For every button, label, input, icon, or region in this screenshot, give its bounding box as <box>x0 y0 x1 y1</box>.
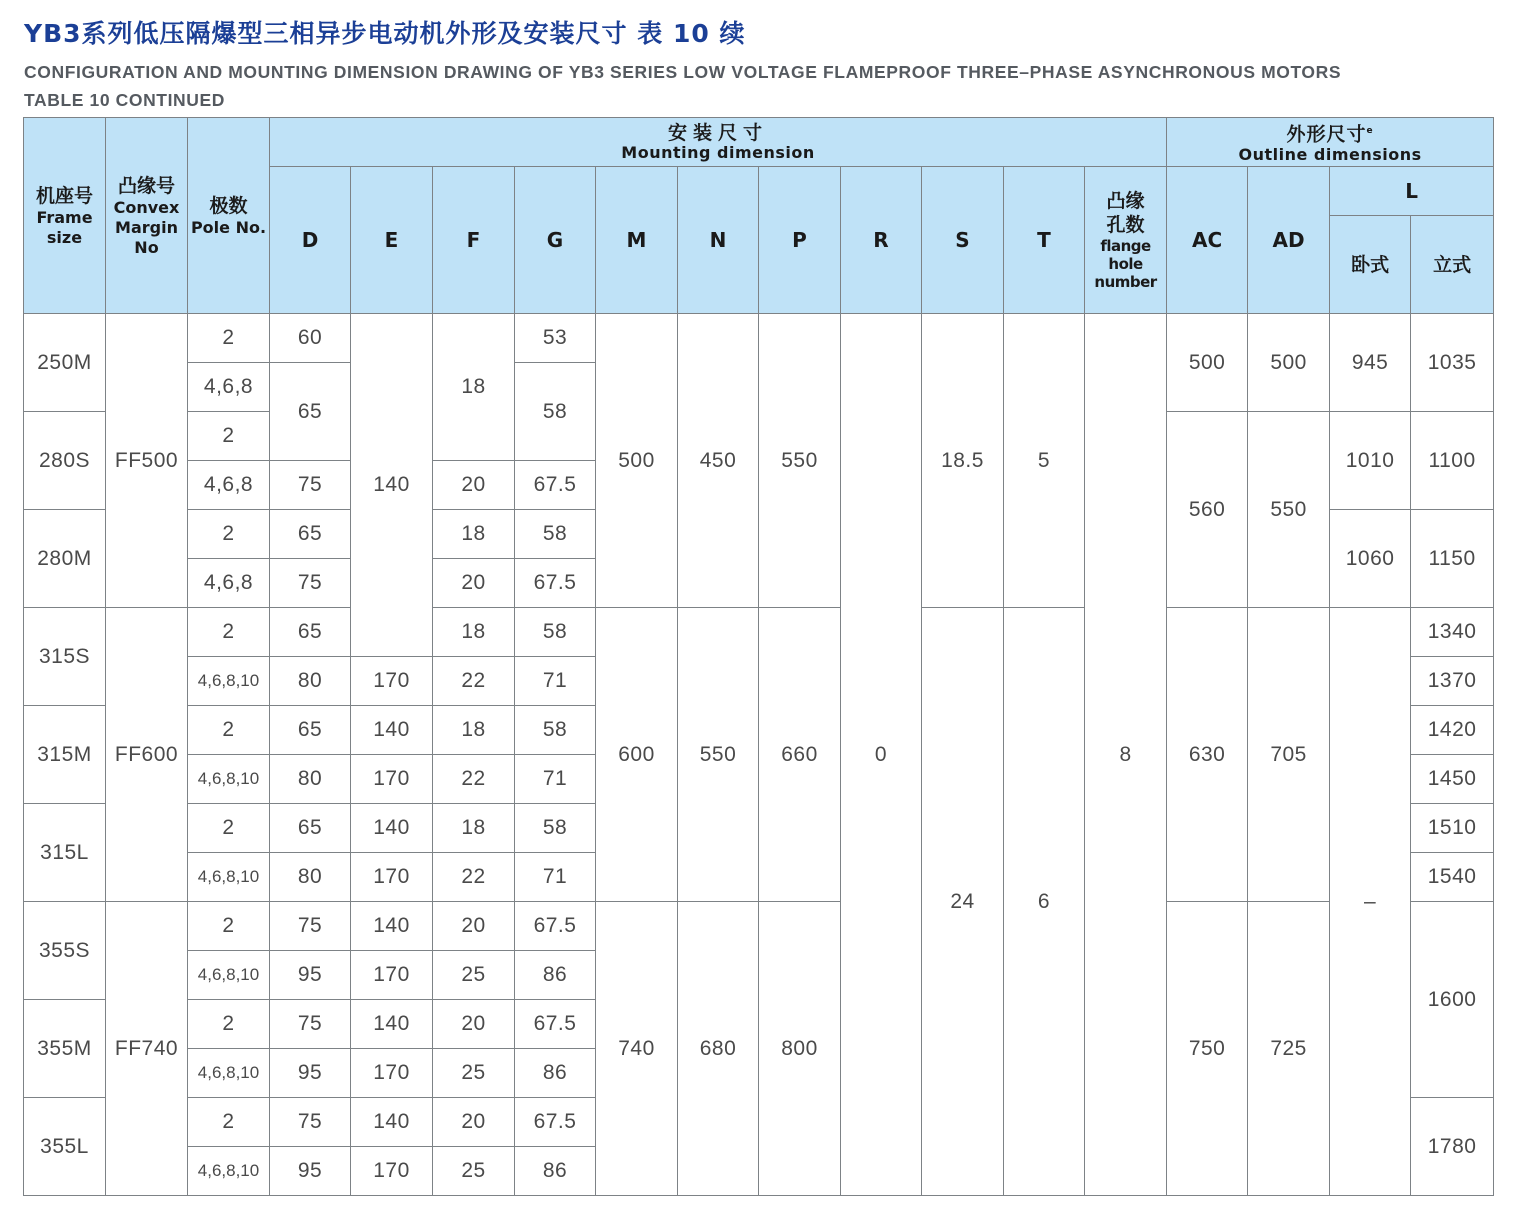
cell-E: 140 <box>351 1098 433 1147</box>
cell-D: 95 <box>270 951 351 1000</box>
cell-S: 24 <box>922 608 1004 1196</box>
cell-AC: 560 <box>1167 412 1248 608</box>
cell-D: 75 <box>270 1098 351 1147</box>
cell-F: 18 <box>433 314 515 461</box>
cell-D: 65 <box>270 510 351 559</box>
header-flange-hole-number: 凸缘 孔数 flange hole number <box>1085 167 1167 314</box>
header-D: D <box>270 167 351 314</box>
cell-G: 67.5 <box>515 902 596 951</box>
page-subtitle <box>24 58 1341 114</box>
header-M: M <box>596 167 678 314</box>
cell-L-vertical: 1780 <box>1411 1098 1494 1196</box>
cell-convex: FF740 <box>106 902 188 1196</box>
cell-F: 22 <box>433 657 515 706</box>
cell-F: 20 <box>433 559 515 608</box>
cell-pole: 2 <box>188 902 270 951</box>
cell-E: 140 <box>351 804 433 853</box>
cell-L-vertical: 1100 <box>1411 412 1494 510</box>
cell-L-vertical: 1600 <box>1411 902 1494 1098</box>
header-T: T <box>1004 167 1085 314</box>
header-AD: AD <box>1248 167 1330 314</box>
cell-D: 75 <box>270 559 351 608</box>
cell-frame: 315S <box>24 608 106 706</box>
cell-pole: 4,6,8,10 <box>188 853 270 902</box>
cell-L-horizontal: 1060 <box>1330 510 1411 608</box>
header-L-vertical: 立式 <box>1411 216 1494 314</box>
cell-E: 140 <box>351 902 433 951</box>
cell-G: 71 <box>515 755 596 804</box>
cell-D: 80 <box>270 755 351 804</box>
cell-pole: 2 <box>188 510 270 559</box>
cell-G: 67.5 <box>515 1098 596 1147</box>
cell-S: 18.5 <box>922 314 1004 608</box>
table-row <box>24 314 1494 363</box>
cell-pole: 2 <box>188 706 270 755</box>
cell-frame: 355L <box>24 1098 106 1196</box>
cell-E: 170 <box>351 853 433 902</box>
cell-G: 86 <box>515 1049 596 1098</box>
header-frame-size: 机座号 Frame size <box>24 118 106 314</box>
cell-N: 450 <box>678 314 759 608</box>
cell-AD: 550 <box>1248 412 1330 608</box>
table-body <box>24 314 1494 1196</box>
cell-N: 550 <box>678 608 759 902</box>
cell-E: 140 <box>351 314 433 657</box>
cell-pole: 2 <box>188 608 270 657</box>
cell-F: 20 <box>433 1000 515 1049</box>
cell-L-vertical: 1540 <box>1411 853 1494 902</box>
header-R: R <box>841 167 922 314</box>
header-S: S <box>922 167 1004 314</box>
cell-pole: 2 <box>188 1000 270 1049</box>
cell-E: 170 <box>351 657 433 706</box>
cell-T: 6 <box>1004 608 1085 1196</box>
cell-G: 58 <box>515 510 596 559</box>
cell-G: 58 <box>515 363 596 461</box>
header-L-horizontal: 卧式 <box>1330 216 1411 314</box>
cell-F: 18 <box>433 510 515 559</box>
cell-L-vertical: 1370 <box>1411 657 1494 706</box>
subtitle-line-1: CONFIGURATION AND MOUNTING DIMENSION DRAWING OF YB3 SERIES LOW VOLTAGE FLAMEPROOF THREE–PHASE ASYNCHRONOUS MOTORS <box>24 62 1342 82</box>
cell-T: 5 <box>1004 314 1085 608</box>
cell-pole: 4,6,8,10 <box>188 657 270 706</box>
cell-pole: 4,6,8,10 <box>188 951 270 1000</box>
cell-L-vertical: 1035 <box>1411 314 1494 412</box>
cell-convex: FF500 <box>106 314 188 608</box>
cell-D: 65 <box>270 706 351 755</box>
cell-E: 170 <box>351 1147 433 1196</box>
cell-AD: 500 <box>1248 314 1330 412</box>
cell-G: 86 <box>515 1147 596 1196</box>
cell-pole: 2 <box>188 1098 270 1147</box>
cell-E: 170 <box>351 951 433 1000</box>
cell-M: 500 <box>596 314 678 608</box>
cell-F: 18 <box>433 804 515 853</box>
cell-M: 740 <box>596 902 678 1196</box>
header-pole-no: 极数 Pole No. <box>188 118 270 314</box>
header-G: G <box>515 167 596 314</box>
cell-AC: 500 <box>1167 314 1248 412</box>
cell-D: 75 <box>270 1000 351 1049</box>
cell-P: 660 <box>759 608 841 902</box>
header-F: F <box>433 167 515 314</box>
cell-pole: 4,6,8 <box>188 559 270 608</box>
cell-AC: 750 <box>1167 902 1248 1196</box>
cell-L-horizontal: 1010 <box>1330 412 1411 510</box>
cell-F: 18 <box>433 706 515 755</box>
cell-L-horizontal: – <box>1330 608 1411 1196</box>
cell-G: 71 <box>515 853 596 902</box>
cell-D: 65 <box>270 363 351 461</box>
cell-D: 80 <box>270 657 351 706</box>
cell-pole: 2 <box>188 804 270 853</box>
cell-D: 80 <box>270 853 351 902</box>
cell-G: 86 <box>515 951 596 1000</box>
cell-frame: 315L <box>24 804 106 902</box>
cell-F: 20 <box>433 1098 515 1147</box>
cell-D: 95 <box>270 1049 351 1098</box>
cell-G: 67.5 <box>515 559 596 608</box>
cell-AD: 705 <box>1248 608 1330 902</box>
cell-R: 0 <box>841 314 922 1196</box>
cell-M: 600 <box>596 608 678 902</box>
cell-L-vertical: 1420 <box>1411 706 1494 755</box>
cell-frame: 355M <box>24 1000 106 1098</box>
subtitle-line-2: TABLE 10 CONTINUED <box>24 90 226 110</box>
cell-pole: 4,6,8,10 <box>188 1147 270 1196</box>
cell-F: 22 <box>433 755 515 804</box>
cell-G: 53 <box>515 314 596 363</box>
cell-G: 67.5 <box>515 461 596 510</box>
cell-E: 170 <box>351 755 433 804</box>
cell-frame: 250M <box>24 314 106 412</box>
cell-flange-holes: 8 <box>1085 314 1167 1196</box>
cell-E: 170 <box>351 1049 433 1098</box>
page-title: YB3系列低压隔爆型三相异步电动机外形及安装尺寸 表 10 续 <box>24 19 746 48</box>
header-convex-margin: 凸缘号 Convex Margin No <box>106 118 188 314</box>
cell-D: 65 <box>270 608 351 657</box>
cell-F: 25 <box>433 1147 515 1196</box>
cell-G: 58 <box>515 608 596 657</box>
cell-frame: 280M <box>24 510 106 608</box>
cell-AD: 725 <box>1248 902 1330 1196</box>
cell-L-horizontal: 945 <box>1330 314 1411 412</box>
cell-frame: 315M <box>24 706 106 804</box>
cell-G: 71 <box>515 657 596 706</box>
cell-frame: 355S <box>24 902 106 1000</box>
cell-G: 58 <box>515 706 596 755</box>
header-N: N <box>678 167 759 314</box>
dimension-table <box>23 117 1494 1196</box>
cell-F: 18 <box>433 608 515 657</box>
cell-N: 680 <box>678 902 759 1196</box>
header-outline-dimensions: 外形尺寸$^e$ Outline dimensions <box>1167 118 1494 167</box>
cell-P: 800 <box>759 902 841 1196</box>
cell-convex: FF600 <box>106 608 188 902</box>
header-P: P <box>759 167 841 314</box>
cell-D: 75 <box>270 461 351 510</box>
header-mounting-dimension: 安装尺寸 Mounting dimension <box>270 118 1167 167</box>
header-L: L <box>1330 167 1494 216</box>
cell-E: 140 <box>351 706 433 755</box>
cell-pole: 4,6,8,10 <box>188 1049 270 1098</box>
header-E: E <box>351 167 433 314</box>
cell-F: 25 <box>433 1049 515 1098</box>
cell-F: 20 <box>433 461 515 510</box>
cell-D: 60 <box>270 314 351 363</box>
cell-E: 140 <box>351 1000 433 1049</box>
cell-F: 20 <box>433 902 515 951</box>
cell-L-vertical: 1150 <box>1411 510 1494 608</box>
cell-L-vertical: 1510 <box>1411 804 1494 853</box>
cell-pole: 4,6,8,10 <box>188 755 270 804</box>
table-row <box>24 902 1494 951</box>
cell-D: 75 <box>270 902 351 951</box>
cell-G: 67.5 <box>515 1000 596 1049</box>
cell-pole: 2 <box>188 314 270 363</box>
cell-P: 550 <box>759 314 841 608</box>
cell-D: 95 <box>270 1147 351 1196</box>
cell-AC: 630 <box>1167 608 1248 902</box>
cell-G: 58 <box>515 804 596 853</box>
header-AC: AC <box>1167 167 1248 314</box>
cell-pole: 2 <box>188 412 270 461</box>
cell-pole: 4,6,8 <box>188 461 270 510</box>
table-row <box>24 608 1494 657</box>
cell-F: 25 <box>433 951 515 1000</box>
cell-D: 65 <box>270 804 351 853</box>
cell-L-vertical: 1450 <box>1411 755 1494 804</box>
cell-L-vertical: 1340 <box>1411 608 1494 657</box>
cell-frame: 280S <box>24 412 106 510</box>
cell-pole: 4,6,8 <box>188 363 270 412</box>
cell-F: 22 <box>433 853 515 902</box>
